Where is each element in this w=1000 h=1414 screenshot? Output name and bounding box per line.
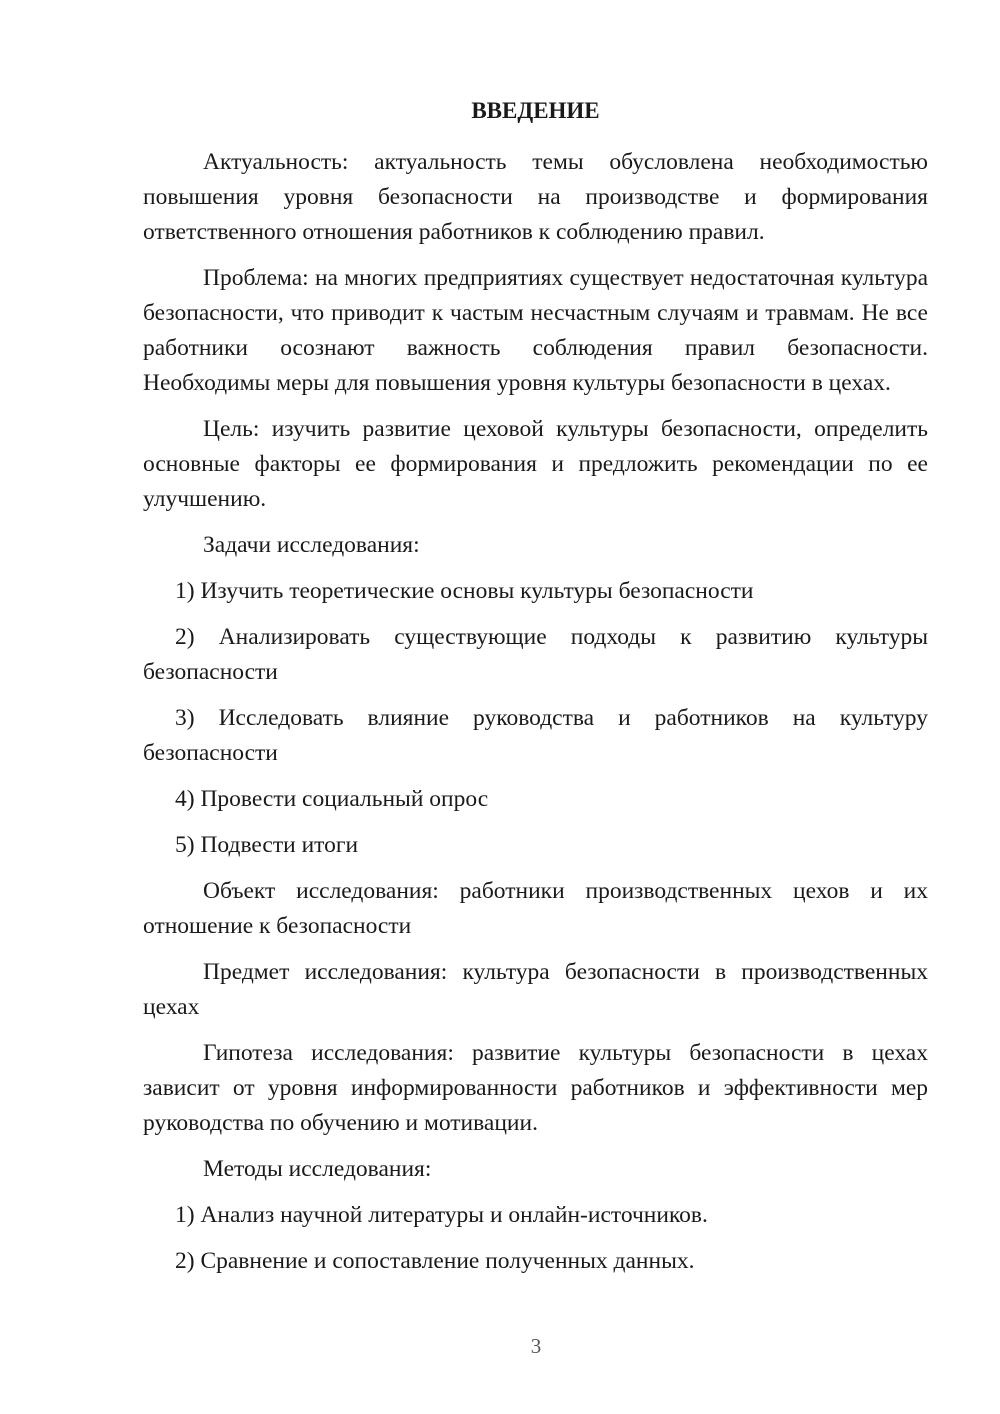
hypothesis-paragraph: Гипотеза исследования: развитие культуры безопасности в цехах зависит от уровня информированности работников и эффективности мер руководства по обучению и мотивации. (143, 1040, 928, 1136)
relevance-paragraph: Актуальность: актуальность темы обусловлена необходимостью повышения уровня безопасности на производстве и формирования ответственного отношения работников к соблюдению правил. (143, 149, 928, 245)
task-item: 2) Анализировать существующие подходы к развитию культуры безопасности (143, 624, 928, 685)
task-item: 1) Изучить теоретические основы культуры безопасности (175, 578, 754, 604)
object-paragraph: Объект исследования: работники производственных цехов и их отношение к безопасности (143, 878, 928, 939)
method-item: 2) Сравнение и сопоставление полученных данных. (175, 1248, 695, 1274)
task-item: 5) Подвести итоги (175, 832, 359, 858)
task-item: 3) Исследовать влияние руководства и работников на культуру безопасности (143, 705, 928, 766)
subject-paragraph: Предмет исследования: культура безопасности в производственных цехах (143, 959, 928, 1020)
page-number: 3 (530, 1334, 542, 1358)
method-item: 1) Анализ научной литературы и онлайн-источников. (175, 1202, 708, 1228)
methods-heading: Методы исследования: (203, 1156, 432, 1182)
goal-paragraph: Цель: изучить развитие цеховой культуры безопасности, определить основные факторы ее формирования и предложить рекомендации по ее улучшению. (143, 416, 928, 512)
section-title: ВВЕДЕНИЕ (471, 98, 600, 123)
page-content (143, 93, 928, 1290)
task-item: 4) Провести социальный опрос (175, 786, 489, 812)
tasks-heading: Задачи исследования: (203, 532, 420, 558)
problem-paragraph: Проблема: на многих предприятиях существует недостаточная культура безопасности, что приводит к частым несчастным случаям и травмам. Не все работники осознают важность соблюдения правил безопасности. Необходимы меры для повышения уровня культуры безопасности в цехах. (143, 265, 928, 396)
